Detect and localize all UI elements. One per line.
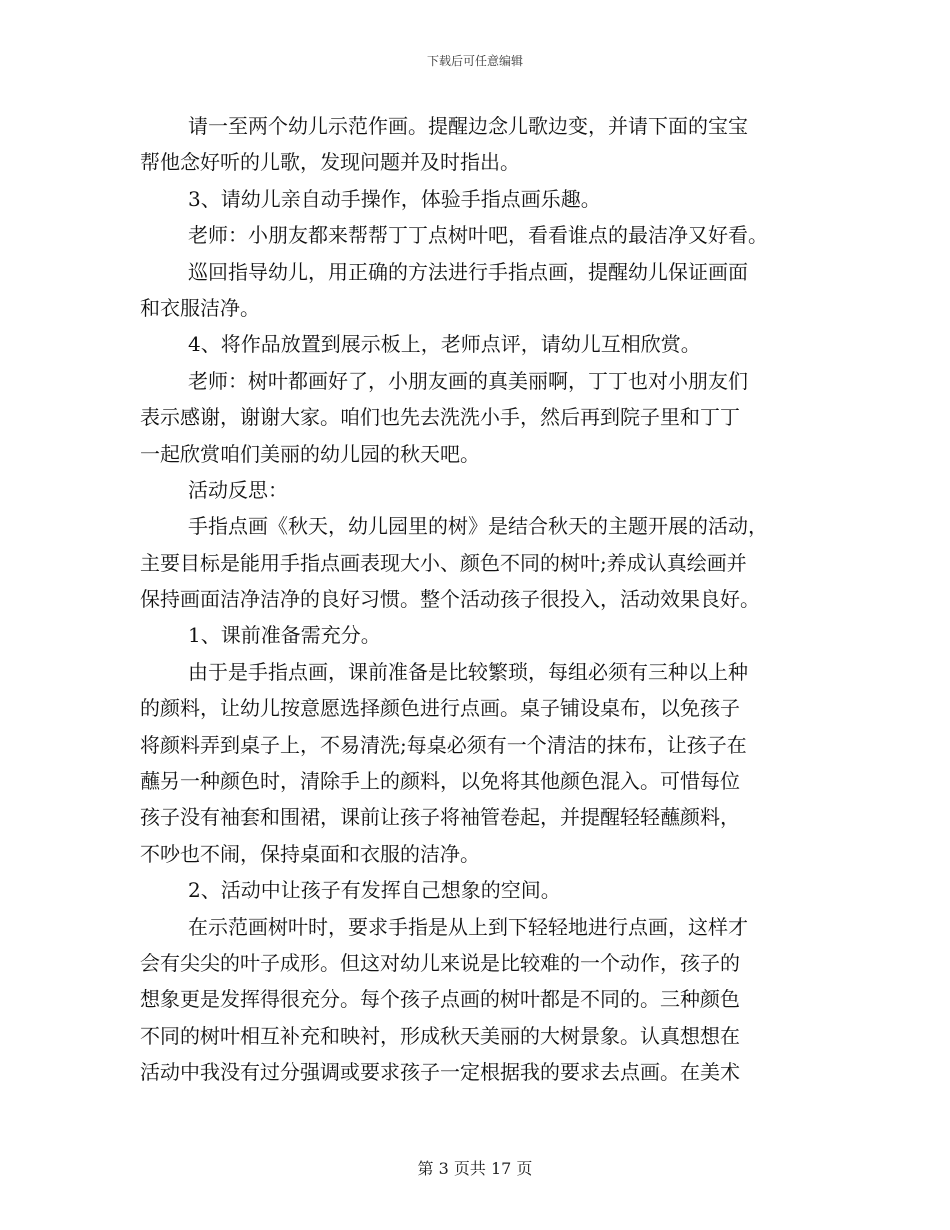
text-line: 的颜料，让幼儿按意愿选择颜色进行点画。桌子铺设桌布，以免孩子	[140, 696, 740, 721]
text-line: 在示范画树叶时，要求手指是从上到下轻轻地进行点画，这样才	[188, 914, 748, 939]
text-line: 巡回指导幼儿，用正确的方法进行手指点画，提醒幼儿保证画面	[188, 259, 748, 284]
section-heading: 活动反思：	[188, 477, 288, 502]
page-number: 第 3 页共 17 页	[417, 1159, 533, 1178]
text-line: 老师：小朋友都来帮帮丁丁点树叶吧，看看谁点的最洁净又好看。	[188, 223, 768, 248]
document-body	[140, 108, 812, 1091]
text-line: 会有尖尖的叶子成形。但这对幼儿来说是比较难的一个动作，孩子的	[140, 950, 740, 975]
text-line: 想象更是发挥得很充分。每个孩子点画的树叶都是不同的。三种颜色	[140, 987, 740, 1012]
text-line: 一起欣赏咱们美丽的幼儿园的秋天吧。	[140, 441, 480, 466]
text-line: 将颜料弄到桌子上，不易清洗;每桌必须有一个清洁的抹布，让孩子在	[140, 732, 747, 757]
text-line: 帮他念好听的儿歌，发现问题并及时指出。	[140, 150, 520, 175]
text-line: 和衣服洁净。	[140, 295, 260, 320]
page-header: 下载后可任意编辑	[426, 54, 523, 68]
text-line: 保持画面洁净洁净的良好习惯。整个活动孩子很投入，活动效果良好。	[140, 587, 760, 612]
text-line: 1、课前准备需充分。	[188, 623, 381, 648]
text-line: 2、活动中让孩子有发挥自己想象的空间。	[188, 878, 561, 903]
text-line: 表示感谢，谢谢大家。咱们也先去洗洗小手，然后再到院子里和丁丁	[140, 405, 740, 430]
text-line: 不吵也不闹，保持桌面和衣服的洁净。	[140, 841, 480, 866]
text-line: 主要目标是能用手指点画表现大小、颜色不同的树叶;养成认真绘画并	[140, 550, 747, 575]
text-line: 4、将作品放置到展示板上，老师点评，请幼儿互相欣赏。	[188, 332, 701, 357]
text-line: 老师：树叶都画好了，小朋友画的真美丽啊，丁丁也对小朋友们	[188, 368, 748, 393]
text-line: 活动中我没有过分强调或要求孩子一定根据我的要求去点画。在美术	[140, 1060, 740, 1085]
text-line: 由于是手指点画，课前准备是比较繁琐，每组必须有三种以上种	[188, 659, 748, 684]
text-line: 蘸另一种颜色时，清除手上的颜料，以免将其他颜色混入。可惜每位	[140, 769, 740, 794]
text-line: 孩子没有袖套和围裙，课前让孩子将袖管卷起，并提醒轻轻蘸颜料，	[140, 805, 740, 830]
text-line: 3、请幼儿亲自动手操作，体验手指点画乐趣。	[188, 186, 601, 211]
text-line: 手指点画《秋天，幼儿园里的树》是结合秋天的主题开展的活动，	[188, 514, 768, 539]
text-line: 不同的树叶相互补充和映衬，形成秋天美丽的大树景象。认真想想在	[140, 1023, 740, 1048]
text-line: 请一至两个幼儿示范作画。提醒边念儿歌边变，并请下面的宝宝	[188, 114, 748, 138]
